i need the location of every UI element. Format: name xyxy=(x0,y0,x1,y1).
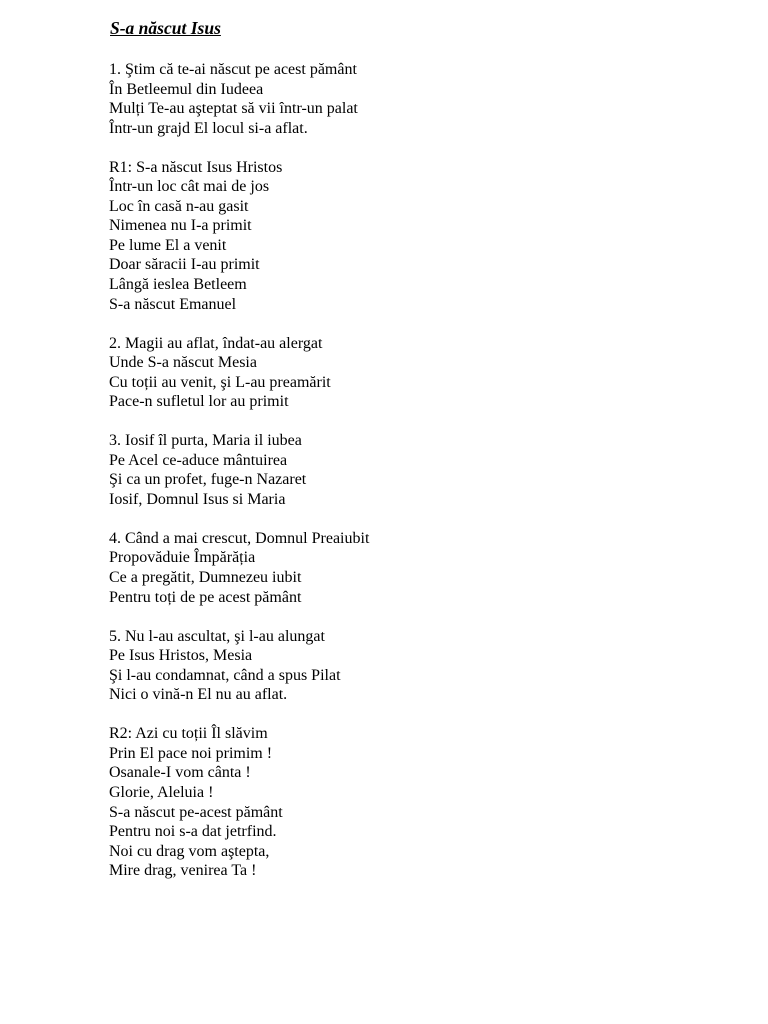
page-title: S-a născut Isus xyxy=(110,18,221,38)
lyric-line: Mulți Te-au aşteptat să vii într-un palat xyxy=(109,100,358,118)
lyric-line: Iosif, Domnul Isus si Maria xyxy=(109,490,286,508)
lyric-line: Nimenea nu I-a primit xyxy=(109,217,252,235)
lyric-line: Cu toții au venit, şi L-au preamărit xyxy=(109,373,331,391)
stanza xyxy=(109,529,729,607)
lyric-line: Lângă ieslea Betleem xyxy=(109,275,247,293)
lyric-line: Noi cu drag vom aştepta, xyxy=(109,842,270,860)
lyric-line: Unde S-a născut Mesia xyxy=(109,354,257,372)
stanza xyxy=(109,431,729,509)
stanza xyxy=(109,60,729,138)
lyric-line: R2: Azi cu toții Îl slăvim xyxy=(109,725,268,743)
lyric-line: Într-un grajd El locul si-a aflat. xyxy=(109,119,308,137)
lyric-line: Mire drag, venirea Ta ! xyxy=(109,862,257,880)
stanza xyxy=(109,158,729,314)
lyric-line: 3. Iosif îl purta, Maria il iubea xyxy=(109,432,302,450)
lyric-line: S-a născut pe-acest pământ xyxy=(109,803,283,821)
lyric-line: Osanale-I vom cânta ! xyxy=(109,764,251,782)
lyric-line: 2. Magii au aflat, îndat-au alergat xyxy=(109,334,323,352)
lyrics-body xyxy=(109,60,729,900)
stanza xyxy=(109,334,729,412)
lyric-line: Pace-n sufletul lor au primit xyxy=(109,393,289,411)
lyric-line: Şi l-au condamnat, când a spus Pilat xyxy=(109,666,341,684)
lyric-line: Prin El pace noi primim ! xyxy=(109,744,273,762)
lyric-line: R1: S-a născut Isus Hristos xyxy=(109,158,283,176)
lyric-line: Pentru toți de pe acest pământ xyxy=(109,588,302,606)
lyric-line: Şi ca un profet, fuge-n Nazaret xyxy=(109,471,307,489)
lyric-line: Loc în casă n-au gasit xyxy=(109,197,249,215)
stanza xyxy=(109,724,729,880)
lyric-line: Nici o vină-n El nu au aflat. xyxy=(109,686,288,704)
lyric-line: Pe lume El a venit xyxy=(109,236,227,254)
lyric-line: Propovăduie Împărăția xyxy=(109,549,256,567)
lyric-line: 1. Ştim că te-ai născut pe acest pământ xyxy=(109,61,357,78)
lyric-line: Pe Acel ce-aduce mântuirea xyxy=(109,451,288,469)
lyric-line: Glorie, Aleluia ! xyxy=(109,783,214,801)
lyric-line: Ce a pregătit, Dumnezeu iubit xyxy=(109,569,302,587)
lyric-line: Pentru noi s-a dat jetrfind. xyxy=(109,823,277,841)
lyric-line: Într-un loc cât mai de jos xyxy=(109,178,270,196)
lyric-line: Pe Isus Hristos, Mesia xyxy=(109,647,253,665)
lyric-line: 4. Când a mai crescut, Domnul Preaiubit xyxy=(109,529,370,547)
lyric-line: În Betleemul din Iudeea xyxy=(109,80,264,98)
lyric-line: S-a născut Emanuel xyxy=(109,295,237,313)
stanza xyxy=(109,627,729,705)
lyric-line: 5. Nu l-au ascultat, şi l-au alungat xyxy=(109,627,325,645)
lyric-line: Doar săracii I-au primit xyxy=(109,256,260,274)
